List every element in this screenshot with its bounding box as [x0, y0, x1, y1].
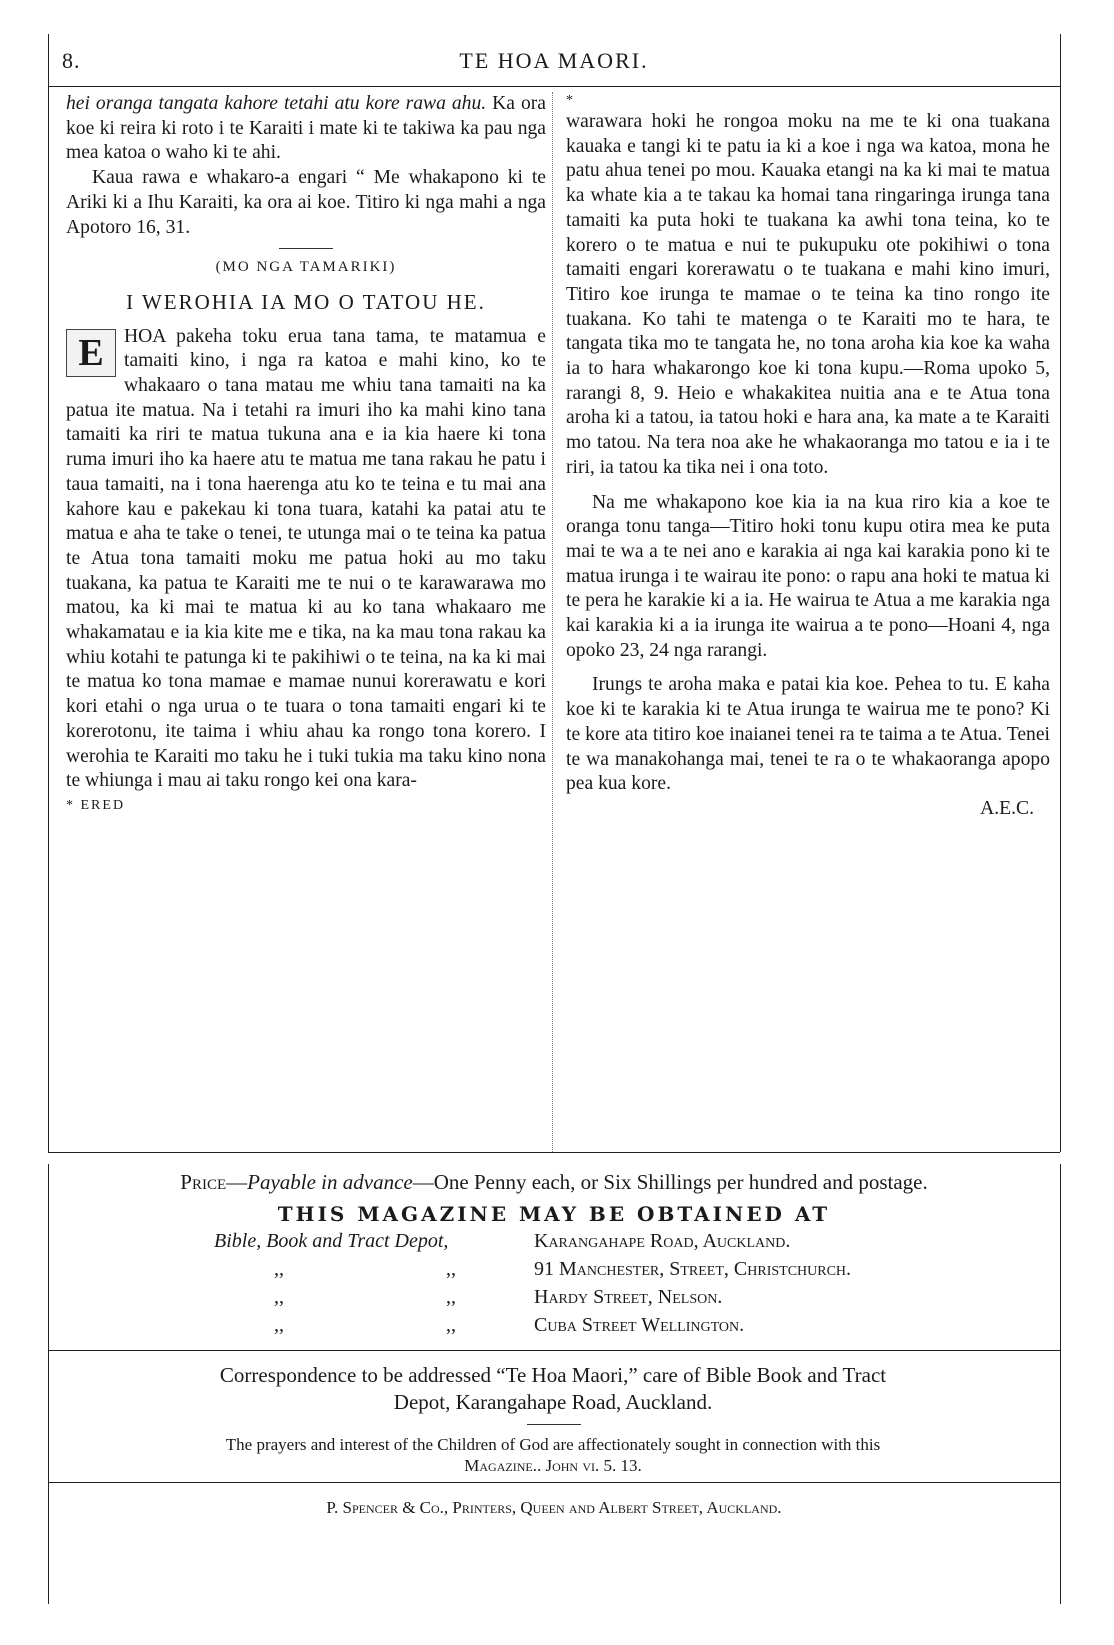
short-rule	[527, 1424, 581, 1425]
depot-name: Bible, Book and Tract Depot,	[214, 1230, 449, 1252]
left-column	[66, 92, 546, 819]
author-signature: A.E.C.	[980, 797, 1034, 819]
correspondence-line-1: Correspondence to be addressed “Te Hoa Maori,” care of Bible Book and Tract	[219, 1363, 887, 1387]
ditto-mark: ,,	[446, 1314, 456, 1336]
right-column	[566, 92, 1050, 822]
paragraph-kaua: Kaua rawa e whakaro-a engari “ Me whakapono ki te Ariki ki a Ihu Karaiti, ka ora ai koe. Titiro ki nga mahi a nga Apotoro 16, 31.	[66, 167, 546, 238]
continuation-italic: hei oranga tangata kahore tetahi atu kore rawa ahu.	[66, 93, 487, 114]
body-bottom-rule	[48, 1152, 1060, 1153]
right-paragraph-3: Irungs te aroha maka e patai kia koe. Pehea to tu. E kaha koe ki te karakia ki te Atua irunga te wairua me te pono? Ki te kore ata titiro koe inaianei tenei ra te taima a te Atua. Tenei te wa manakohanga mai, tenei te ra o te whakaoranga apopo pea kua kore.	[566, 674, 1050, 795]
star-mark: *	[566, 93, 575, 108]
right-paragraph-2: Na me whakapono koe kia ia na kua riro kia a koe te oranga tonu tanga—Titiro hoki tonu kupu otira mea ke puta mai te wa a te nei ano e karakia ai nga kai karakia pono ki te matua irunga i te wairau ite pono: o rapu ana hoki te matua ki te pera he karakie ki a ia. He wairua te Atua a me karakia nga kai karakia ki a ia irunga ite wairua a te pono—Hoani 4, nga opoko 23, 24 nga rarangi.	[566, 491, 1050, 661]
depot-address-2: 91 Manchester, Street, Christchurch.	[534, 1258, 852, 1280]
depot-address-4: Cuba Street Wellington.	[534, 1314, 745, 1336]
prayers-line-2: Magazine.. John vi. 5. 13.	[464, 1456, 642, 1475]
magazine-page	[48, 34, 1068, 1624]
prayers-block	[78, 1434, 1028, 1476]
running-title: TE HOA MAORI.	[459, 48, 649, 73]
story-paragraph: HOA pakeha toku erua tana tama, te matamua e tamaiti kino, i nga ra katoa e mahi kino, ko te whakaaro o tana matau me whiu tana tamaiti na ka patua ite matua. Na i tetahi ra imuri iho ka mahi kino tana tamaiti ka riri te matua tukuna ana e ia kia haere ki tona ruma imuri iho ka haere atu te matua me tana rakau he patu i taua tamaiti, na i tona haerenga atu ko te teina e tu mai ana kahore kau e pakekau ki tona tuara, katahi ka patai atu te matua e aha te take o tenei, te utunga mai o te teina ka patua te Atua tona tamaiti moku me patua hoki au mo taku tuakana, ka patua te Karaiti me te nui o te karawarawa mo matou, ka ki mai te matua ki au ko tana whakaaro me whakamatau e ia kia kite me e tika, na ka mau tona rakau ka whiu kotahi te patunga ki te pakihiwi o te teina, na ka ki mai te matua ko tona mamae e mamae nunui korerawatu e kori kori etahi o nga urua o te tuara o tona tamaiti engari ki te korerotonu, ite taima i whiu ahau ka rongo tona korero. I werohia te Karaiti mo taku he i tuki tukia ma taku kino nona te whiunga i mau ai taku rongo kei ona kara-	[66, 325, 546, 792]
story-block	[66, 325, 546, 794]
header-rule	[48, 86, 1060, 87]
prayers-line-1: The prayers and interest of the Children of God are affectionately sought in connection with this	[225, 1435, 881, 1454]
ditto-mark: ,,	[446, 1258, 456, 1280]
section-title: I WEROHIA IA MO O TATOU HE.	[126, 289, 486, 314]
right-border-rule	[1060, 34, 1061, 1152]
depot-address-3: Hardy Street, Nelson.	[534, 1286, 723, 1308]
ditto-mark: ,,	[274, 1314, 284, 1336]
right-border-rule-lower	[1060, 1164, 1061, 1604]
section-label: (MO NGA TAMARIKI)	[215, 259, 397, 276]
left-border-rule-lower	[48, 1164, 49, 1604]
right-paragraph-1: warawara hoki he rongoa moku na me te ki ona tuakana kauaka e tangi ki te patu ia ki a koe i nga wa katoa, mona he patu ahua tenei po mou. Kauaka etangi na ka ki mai te matua ka whate kia a te takau ka homai tana ringaringa irunga tana tamaiti ka puta hoki te tuakana ka awhi tona teina, ko te korero o te matua e nui te pukupuku ote pokihiwi o tona tamaiti engari korerawatu o te tuakana e mahi kino imuri, Titiro koe irunga te mamae o te teina ka tino rongo ite tuakana. Ko tahi te matenga o te Karaiti mo te hara, te tangata tika mo te tangata he, no tona aroha kia koe ka waha ia to hara whakarongo koe ki tona kupu.—Roma upoko 5, rarangi 8, 9. Heio e whakakitea nuitia ana e te Atua tona aroha ki a tatou, ia tatou hoki e hara ana, ka mate a te Karaiti mo tatou. Na tera noa ake he whakaoranga mo tatou e ia i te riri, ia tatou ka tika nei i ona toto.	[566, 111, 1050, 478]
price-label: Price	[180, 1170, 227, 1194]
continuation-paragraph	[66, 92, 546, 166]
price-italic: Payable in advance	[247, 1170, 413, 1194]
ditto-mark: ,,	[274, 1258, 284, 1280]
obtained-heading: THIS MAGAZINE MAY BE OBTAINED AT	[277, 1202, 831, 1226]
correspondence-block	[78, 1362, 1028, 1416]
price-text: —One Penny each, or Six Shillings per hundred and postage.	[412, 1170, 928, 1194]
depot-rule	[48, 1350, 1060, 1351]
depot-address-1: Karangahape Road, Auckland.	[534, 1230, 791, 1252]
ditto-mark: ,,	[274, 1286, 284, 1308]
footer-rule	[48, 1482, 1060, 1483]
page-header	[48, 48, 1060, 84]
column-divider	[552, 92, 553, 1152]
price-line: Price—Payable in advance—One Penny each, or Six Shillings per hundred and postage.	[180, 1170, 928, 1194]
ditto-mark: ,,	[446, 1286, 456, 1308]
column-footer-mark: * ERED	[66, 797, 126, 813]
left-border-rule	[48, 34, 49, 1152]
page-number: 8.	[62, 48, 81, 73]
printer-imprint: P. Spencer & Co., Printers, Queen and Albert Street, Auckland.	[326, 1498, 782, 1517]
short-rule	[279, 248, 333, 249]
correspondence-line-2: Depot, Karangahape Road, Auckland.	[393, 1390, 713, 1414]
drop-cap-letter: E	[66, 329, 116, 377]
continuation-text: Ka ora koe ki reira ki roto i te Karaiti i mate ki te takiwa ka pau nga mea katoa o waho ki te ahi.	[66, 93, 546, 164]
